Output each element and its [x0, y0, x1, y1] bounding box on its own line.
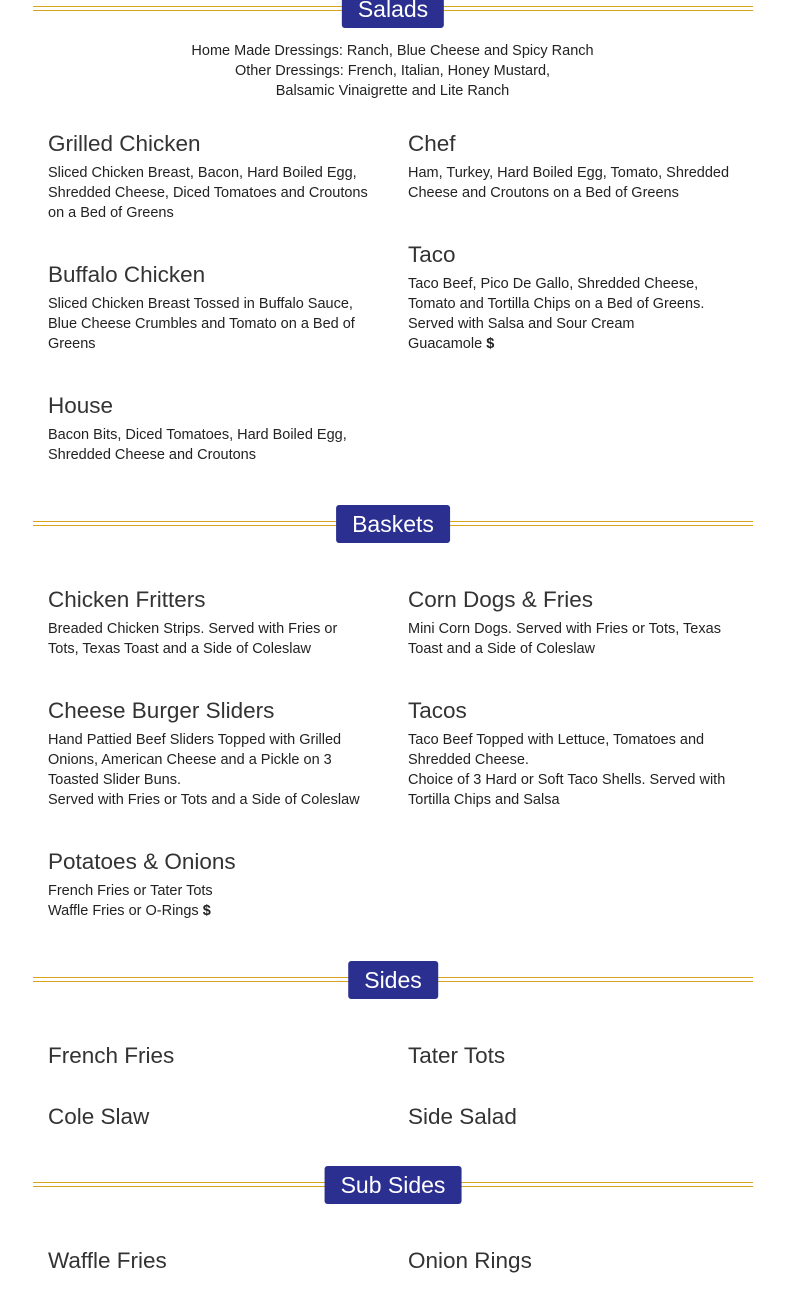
item-description — [408, 619, 743, 659]
desc-line: Toasted Slider Buns. — [48, 772, 181, 788]
item-name: Tacos — [408, 698, 467, 723]
item-description — [48, 881, 383, 921]
desc-line: Tots, Texas Toast and a Side of Coleslaw — [48, 641, 312, 657]
menu-item-tater-tots — [408, 1042, 743, 1070]
item-description — [408, 730, 743, 810]
desc-line: Tomato and Tortilla Chips on a Bed of Greens. — [408, 296, 705, 312]
section-title: Sub Sides — [325, 1166, 462, 1204]
item-name: Side Salad — [408, 1104, 517, 1129]
desc-line: Served with Salsa and Sour Cream — [408, 316, 635, 332]
desc-line: Blue Cheese Crumbles and Tomato on a Bed of — [48, 316, 355, 332]
section-title: Salads — [342, 0, 444, 28]
item-description — [48, 730, 383, 810]
desc-line: Greens — [48, 336, 96, 352]
sides-header — [33, 961, 753, 1001]
desc-line: Mini Corn Dogs. Served with Fries or Tots, Texas — [408, 621, 721, 637]
desc-line: on a Bed of Greens — [48, 205, 174, 221]
menu-item-french-fries — [48, 1042, 383, 1070]
desc-line: Onions, American Cheese and a Pickle on 3 — [48, 752, 332, 768]
item-description — [408, 274, 743, 354]
menu-item-side-salad — [408, 1103, 743, 1131]
desc-line: French Fries or Tater Tots — [48, 883, 213, 899]
desc-line: Choice of 3 Hard or Soft Taco Shells. Served with — [408, 772, 726, 788]
desc-line: Toast and a Side of Coleslaw — [408, 641, 595, 657]
menu-item-corn-dogs — [408, 586, 743, 659]
price-marker: $ — [202, 903, 211, 919]
desc-line: Hand Pattied Beef Sliders Topped with Grilled — [48, 732, 342, 748]
section-title: Sides — [348, 961, 438, 999]
desc-line: Taco Beef, Pico De Gallo, Shredded Cheese, — [408, 276, 699, 292]
desc-line: Shredded Cheese. — [408, 752, 529, 768]
price-marker: $ — [486, 336, 495, 352]
dressings-info — [0, 41, 785, 101]
item-description — [48, 425, 383, 465]
addon-label: Waffle Fries or O-Rings — [48, 903, 199, 919]
desc-line: Shredded Cheese and Croutons — [48, 447, 256, 463]
item-name: Buffalo Chicken — [48, 262, 206, 287]
sub-sides-header — [33, 1166, 753, 1206]
menu-item-potatoes-onions — [48, 848, 383, 921]
menu-item-waffle-fries — [48, 1247, 383, 1275]
desc-line: Taco Beef Topped with Lettuce, Tomatoes and — [408, 732, 705, 748]
desc-line-addon — [48, 901, 383, 921]
item-name: Waffle Fries — [48, 1248, 167, 1273]
menu-item-buffalo-chicken — [48, 261, 383, 354]
menu-item-cheese-burger-sliders — [48, 697, 383, 810]
menu-item-chef — [408, 130, 743, 203]
desc-line: Tortilla Chips and Salsa — [408, 792, 560, 808]
item-name: Taco — [408, 242, 456, 267]
desc-line: Cheese and Croutons on a Bed of Greens — [408, 185, 679, 201]
section-title: Baskets — [336, 505, 450, 543]
addon-label: Guacamole — [408, 336, 483, 352]
desc-line: Ham, Turkey, Hard Boiled Egg, Tomato, Shredded — [408, 165, 730, 181]
item-description — [48, 163, 383, 223]
item-name: Corn Dogs & Fries — [408, 587, 594, 612]
desc-line: Shredded Cheese, Diced Tomatoes and Croutons — [48, 185, 368, 201]
item-description — [48, 619, 383, 659]
desc-line: Bacon Bits, Diced Tomatoes, Hard Boiled Egg, — [48, 427, 347, 443]
dressings-line: Home Made Dressings: Ranch, Blue Cheese and Spicy Ranch — [191, 43, 594, 59]
item-description — [408, 163, 743, 203]
desc-line-addon — [408, 334, 743, 354]
item-name: Cheese Burger Sliders — [48, 698, 275, 723]
menu-item-chicken-fritters — [48, 586, 383, 659]
desc-line: Sliced Chicken Breast Tossed in Buffalo Sauce, — [48, 296, 353, 312]
baskets-header — [33, 505, 753, 545]
desc-line: Served with Fries or Tots and a Side of Coleslaw — [48, 792, 360, 808]
menu-item-grilled-chicken — [48, 130, 383, 223]
menu-item-onion-rings — [408, 1247, 743, 1275]
dressings-line: Other Dressings: French, Italian, Honey Mustard, — [234, 63, 551, 79]
menu-item-house — [48, 392, 383, 465]
desc-line: Sliced Chicken Breast, Bacon, Hard Boiled Egg, — [48, 165, 357, 181]
desc-line: Breaded Chicken Strips. Served with Fries or — [48, 621, 338, 637]
menu-item-cole-slaw — [48, 1103, 383, 1131]
item-name: House — [48, 393, 114, 418]
item-name: Onion Rings — [408, 1248, 532, 1273]
menu-item-taco — [408, 241, 743, 354]
item-name: Tater Tots — [408, 1043, 506, 1068]
item-name: Chicken Fritters — [48, 587, 206, 612]
item-name: French Fries — [48, 1043, 175, 1068]
menu-item-tacos — [408, 697, 743, 810]
salads-header — [33, 0, 753, 30]
item-name: Grilled Chicken — [48, 131, 201, 156]
dressings-line: Balsamic Vinaigrette and Lite Ranch — [275, 83, 510, 99]
item-name: Cole Slaw — [48, 1104, 150, 1129]
item-name: Potatoes & Onions — [48, 849, 236, 874]
item-name: Chef — [408, 131, 456, 156]
item-description — [48, 294, 383, 354]
